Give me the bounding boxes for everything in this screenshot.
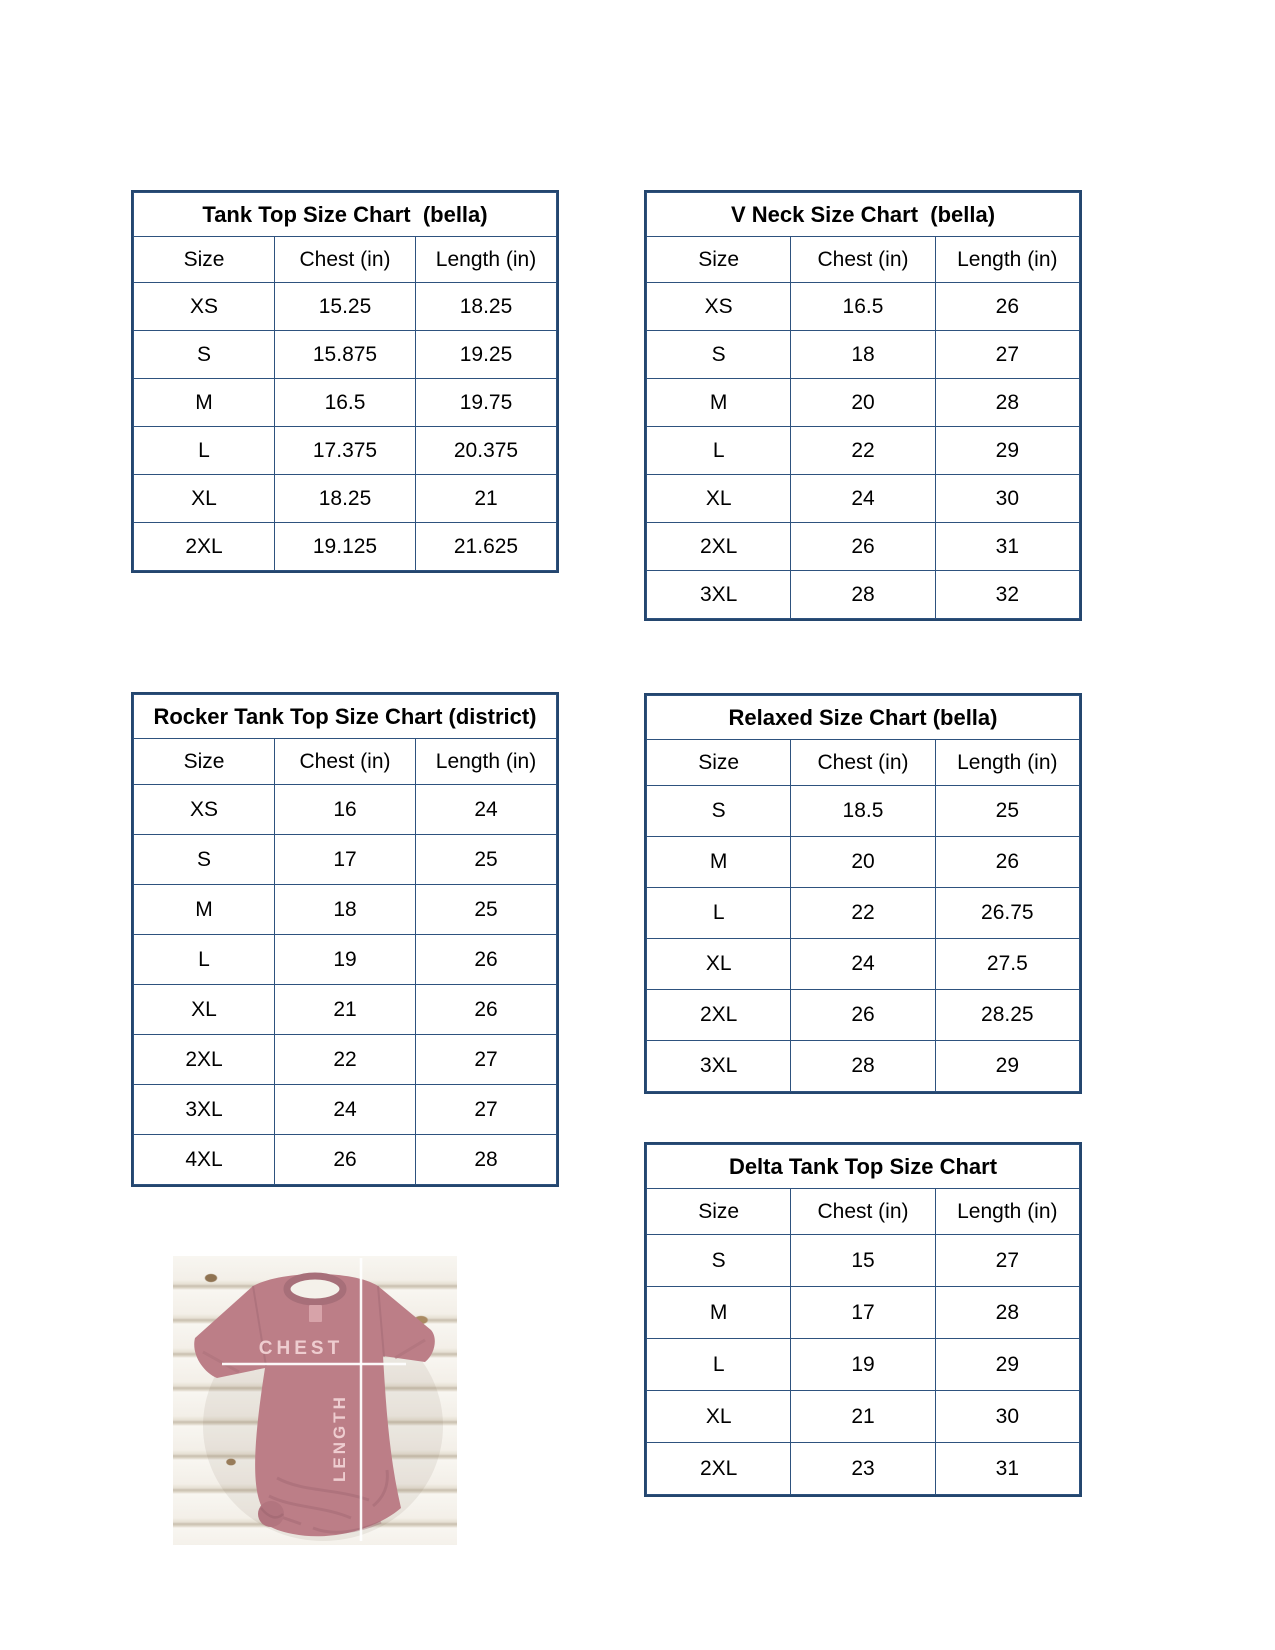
value-cell: 26 xyxy=(935,837,1079,888)
length-label: LENGTH xyxy=(330,1394,349,1482)
tank-top-size-chart-grid xyxy=(133,192,557,571)
delta-tank-top-size-chart-grid xyxy=(646,1144,1080,1495)
brand-tag xyxy=(309,1305,322,1322)
size-cell: 3XL xyxy=(647,571,791,619)
table-row xyxy=(134,523,557,571)
size-cell: L xyxy=(647,1339,791,1391)
value-cell: 28 xyxy=(791,1041,935,1092)
column-header: Length (in) xyxy=(935,740,1079,786)
value-cell: 28 xyxy=(791,571,935,619)
table-row xyxy=(134,785,557,835)
table-row xyxy=(647,1287,1080,1339)
value-cell: 21 xyxy=(275,985,416,1035)
value-cell: 27 xyxy=(935,331,1079,379)
tshirt-illustration xyxy=(173,1256,457,1545)
table-row xyxy=(647,786,1080,837)
value-cell: 21.625 xyxy=(416,523,557,571)
value-cell: 18.25 xyxy=(416,283,557,331)
relaxed-size-chart xyxy=(644,693,1082,1094)
size-cell: M xyxy=(134,885,275,935)
table-row xyxy=(134,1085,557,1135)
value-cell: 17 xyxy=(275,835,416,885)
table-title: Delta Tank Top Size Chart xyxy=(647,1145,1080,1189)
size-cell: S xyxy=(134,331,275,379)
size-cell: 3XL xyxy=(647,1041,791,1092)
table-header-row xyxy=(134,237,557,283)
size-cell: XL xyxy=(647,939,791,990)
value-cell: 19.125 xyxy=(275,523,416,571)
table-row xyxy=(134,1035,557,1085)
v-neck-size-chart-grid xyxy=(646,192,1080,619)
value-cell: 18 xyxy=(275,885,416,935)
value-cell: 22 xyxy=(275,1035,416,1085)
value-cell: 24 xyxy=(791,939,935,990)
size-cell: L xyxy=(134,427,275,475)
value-cell: 25 xyxy=(416,885,557,935)
value-cell: 19 xyxy=(275,935,416,985)
value-cell: 29 xyxy=(935,427,1079,475)
table-row xyxy=(134,379,557,427)
table-row xyxy=(647,571,1080,619)
value-cell: 16 xyxy=(275,785,416,835)
value-cell: 31 xyxy=(935,1443,1079,1495)
rocker-tank-top-size-chart xyxy=(131,692,559,1187)
table-row xyxy=(647,1235,1080,1287)
table-row xyxy=(134,885,557,935)
column-header: Size xyxy=(647,237,791,283)
value-cell: 24 xyxy=(275,1085,416,1135)
table-row xyxy=(647,939,1080,990)
size-cell: L xyxy=(647,888,791,939)
value-cell: 24 xyxy=(416,785,557,835)
value-cell: 18 xyxy=(791,331,935,379)
table-row xyxy=(647,990,1080,1041)
table-row xyxy=(134,475,557,523)
relaxed-size-chart-grid xyxy=(646,695,1080,1092)
value-cell: 27 xyxy=(416,1085,557,1135)
size-cell: 2XL xyxy=(134,1035,275,1085)
table-row xyxy=(134,985,557,1035)
value-cell: 26 xyxy=(275,1135,416,1185)
value-cell: 25 xyxy=(416,835,557,885)
value-cell: 28.25 xyxy=(935,990,1079,1041)
column-header: Chest (in) xyxy=(275,739,416,785)
table-row xyxy=(647,1443,1080,1495)
size-cell: M xyxy=(647,1287,791,1339)
table-row xyxy=(134,1135,557,1185)
table-row xyxy=(647,283,1080,331)
size-cell: 2XL xyxy=(647,990,791,1041)
hem-knot xyxy=(258,1501,284,1527)
value-cell: 27 xyxy=(416,1035,557,1085)
rocker-tank-top-size-chart-grid xyxy=(133,694,557,1185)
table-row xyxy=(647,523,1080,571)
column-header: Chest (in) xyxy=(791,237,935,283)
value-cell: 21 xyxy=(791,1391,935,1443)
table-header-row xyxy=(647,1189,1080,1235)
table-row xyxy=(134,331,557,379)
column-header: Size xyxy=(647,1189,791,1235)
value-cell: 15.875 xyxy=(275,331,416,379)
value-cell: 25 xyxy=(935,786,1079,837)
size-cell: M xyxy=(647,379,791,427)
table-row xyxy=(647,427,1080,475)
column-header: Length (in) xyxy=(935,237,1079,283)
size-cell: S xyxy=(647,331,791,379)
table-row xyxy=(647,379,1080,427)
size-cell: L xyxy=(134,935,275,985)
size-cell: XL xyxy=(134,985,275,1035)
v-neck-size-chart xyxy=(644,190,1082,621)
column-header: Size xyxy=(134,237,275,283)
table-title: Relaxed Size Chart (bella) xyxy=(647,696,1080,740)
value-cell: 28 xyxy=(416,1135,557,1185)
size-cell: XL xyxy=(134,475,275,523)
table-title: Rocker Tank Top Size Chart (district) xyxy=(134,695,557,739)
size-cell: XS xyxy=(134,785,275,835)
size-cell: M xyxy=(647,837,791,888)
column-header: Size xyxy=(647,740,791,786)
size-cell: 3XL xyxy=(134,1085,275,1135)
size-cell: XL xyxy=(647,1391,791,1443)
value-cell: 30 xyxy=(935,1391,1079,1443)
value-cell: 21 xyxy=(416,475,557,523)
table-row xyxy=(647,888,1080,939)
size-cell: XS xyxy=(647,283,791,331)
size-cell: S xyxy=(647,1235,791,1287)
size-cell: 2XL xyxy=(647,523,791,571)
value-cell: 27.5 xyxy=(935,939,1079,990)
table-header-row xyxy=(647,237,1080,283)
value-cell: 22 xyxy=(791,888,935,939)
value-cell: 32 xyxy=(935,571,1079,619)
value-cell: 26 xyxy=(791,990,935,1041)
value-cell: 16.5 xyxy=(275,379,416,427)
size-cell: XS xyxy=(134,283,275,331)
tshirt-measurement-photo xyxy=(173,1256,457,1545)
table-row xyxy=(647,1041,1080,1092)
table-row xyxy=(647,1339,1080,1391)
column-header: Length (in) xyxy=(416,739,557,785)
column-header: Length (in) xyxy=(416,237,557,283)
column-header: Length (in) xyxy=(935,1189,1079,1235)
size-cell: S xyxy=(134,835,275,885)
table-row xyxy=(134,835,557,885)
table-title-row xyxy=(134,695,557,739)
tank-top-size-chart xyxy=(131,190,559,573)
value-cell: 24 xyxy=(791,475,935,523)
table-title-row xyxy=(647,193,1080,237)
size-cell: 2XL xyxy=(647,1443,791,1495)
value-cell: 30 xyxy=(935,475,1079,523)
value-cell: 19.25 xyxy=(416,331,557,379)
column-header: Size xyxy=(134,739,275,785)
value-cell: 18.5 xyxy=(791,786,935,837)
value-cell: 23 xyxy=(791,1443,935,1495)
value-cell: 31 xyxy=(935,523,1079,571)
value-cell: 28 xyxy=(935,1287,1079,1339)
value-cell: 26 xyxy=(416,985,557,1035)
value-cell: 17 xyxy=(791,1287,935,1339)
value-cell: 15.25 xyxy=(275,283,416,331)
table-row xyxy=(134,935,557,985)
column-header: Chest (in) xyxy=(791,1189,935,1235)
value-cell: 18.25 xyxy=(275,475,416,523)
value-cell: 20.375 xyxy=(416,427,557,475)
value-cell: 15 xyxy=(791,1235,935,1287)
column-header: Chest (in) xyxy=(275,237,416,283)
value-cell: 26 xyxy=(791,523,935,571)
value-cell: 27 xyxy=(935,1235,1079,1287)
value-cell: 20 xyxy=(791,379,935,427)
size-cell: M xyxy=(134,379,275,427)
size-cell: 2XL xyxy=(134,523,275,571)
delta-tank-top-size-chart xyxy=(644,1142,1082,1497)
size-cell: 4XL xyxy=(134,1135,275,1185)
table-row xyxy=(134,427,557,475)
table-row xyxy=(647,1391,1080,1443)
table-title-row xyxy=(134,193,557,237)
value-cell: 29 xyxy=(935,1339,1079,1391)
table-header-row xyxy=(647,740,1080,786)
table-title-row xyxy=(647,696,1080,740)
size-cell: S xyxy=(647,786,791,837)
table-row xyxy=(134,283,557,331)
value-cell: 28 xyxy=(935,379,1079,427)
value-cell: 22 xyxy=(791,427,935,475)
size-cell: L xyxy=(647,427,791,475)
value-cell: 19.75 xyxy=(416,379,557,427)
table-row xyxy=(647,475,1080,523)
column-header: Chest (in) xyxy=(791,740,935,786)
table-title-row xyxy=(647,1145,1080,1189)
value-cell: 26.75 xyxy=(935,888,1079,939)
table-row xyxy=(647,331,1080,379)
table-header-row xyxy=(134,739,557,785)
value-cell: 26 xyxy=(935,283,1079,331)
chest-label: CHEST xyxy=(258,1338,344,1359)
value-cell: 20 xyxy=(791,837,935,888)
table-title: V Neck Size Chart (bella) xyxy=(647,193,1080,237)
value-cell: 29 xyxy=(935,1041,1079,1092)
table-row xyxy=(647,837,1080,888)
value-cell: 26 xyxy=(416,935,557,985)
table-title: Tank Top Size Chart (bella) xyxy=(134,193,557,237)
value-cell: 17.375 xyxy=(275,427,416,475)
value-cell: 16.5 xyxy=(791,283,935,331)
size-cell: XL xyxy=(647,475,791,523)
value-cell: 19 xyxy=(791,1339,935,1391)
